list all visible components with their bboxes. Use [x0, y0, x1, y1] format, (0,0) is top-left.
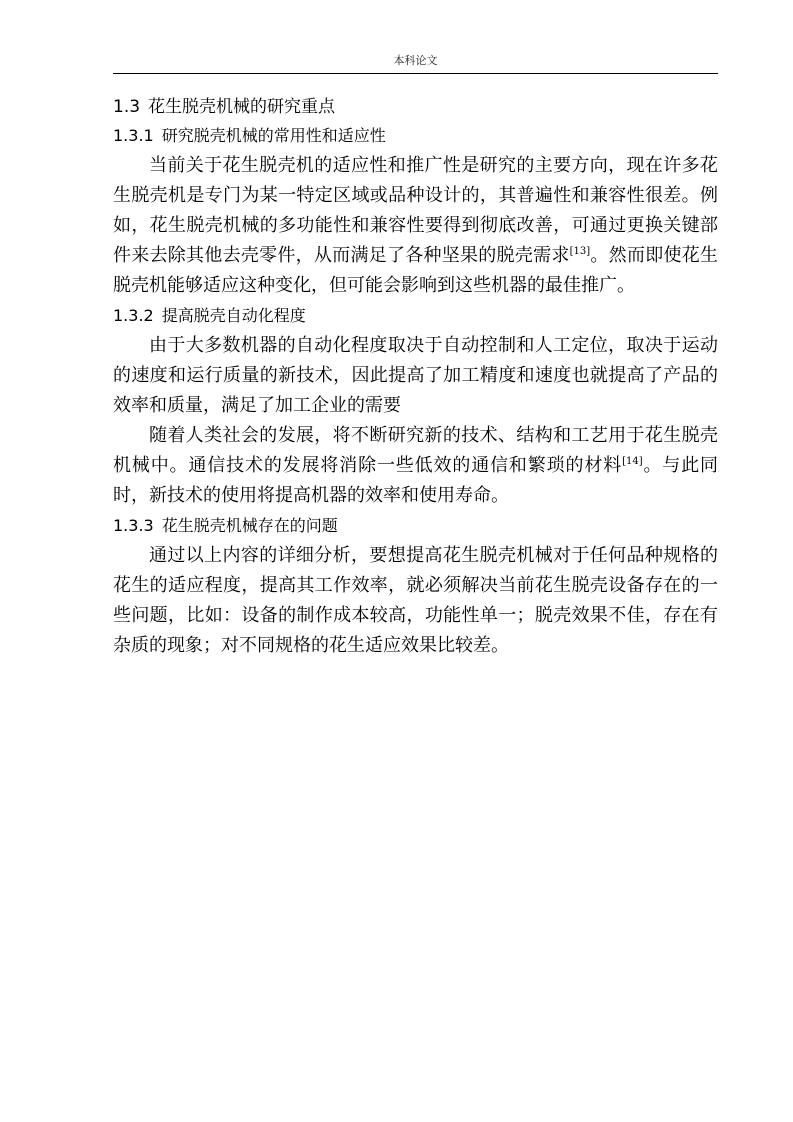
subsection-number: 1.3.3	[113, 516, 154, 535]
section-title: 花生脱壳机械的研究重点	[148, 97, 336, 117]
page-body	[113, 93, 718, 661]
subsection-number: 1.3.1	[113, 126, 154, 145]
citation-ref: [13]	[569, 246, 591, 257]
paragraph-text: 通过以上内容的详细分析，要想提高花生脱壳机械对于任何品种规格的花生的适应程度，提高其工作效率，就必须解决当前花生脱壳设备存在的一些问题，比如：设备的制作成本较高，功能性单一；脱壳效果不佳，存在有杂质的现象；对不同规格的花生适应效果比较差。	[113, 545, 718, 656]
subsection-title: 花生脱壳机械存在的问题	[161, 516, 338, 535]
subsection-number: 1.3.2	[113, 306, 154, 325]
paragraph-1-3-2-a	[113, 331, 718, 421]
subsection-heading-1-3-1	[113, 121, 718, 151]
subsection-title: 提高脱壳自动化程度	[161, 306, 306, 325]
section-number: 1.3	[113, 97, 141, 117]
subsection-heading-1-3-3	[113, 511, 718, 541]
paragraph-text: 随着人类社会的发展，将不断研究新的技术、结构和工艺用于花生脱壳机械中。通信技术的发展将消除一些低效的通信和繁琐的材料	[113, 425, 718, 476]
paragraph-1-3-2-b	[113, 421, 718, 511]
header-rule	[113, 73, 718, 74]
paragraph-1-3-1	[113, 151, 718, 301]
citation-ref: [14]	[622, 456, 643, 467]
paragraph-text: 当前关于花生脱壳机的适应性和推广性是研究的主要方向，现在许多花生脱壳机是专门为某一特定区域或品种设计的，其普遍性和兼容性很差。例如，花生脱壳机械的多功能性和兼容性要得到彻底改善，可通过更换关键部件来去除其他去壳零件，从而满足了各种坚果的脱壳需求	[113, 155, 718, 266]
paragraph-1-3-3	[113, 541, 718, 661]
section-heading	[113, 93, 718, 121]
paragraph-text: 。然而即使花生脱壳机能够适应这种变化，但可能会影响到这些机器的最佳推广。	[113, 245, 719, 296]
subsection-title: 研究脱壳机械的常用性和适应性	[161, 126, 386, 145]
running-header: 本科论文	[393, 54, 438, 67]
paragraph-text: 。与此同时，新技术的使用将提高机器的效率和使用寿命。	[113, 455, 719, 506]
paragraph-text: 由于大多数机器的自动化程度取决于自动控制和人工定位，取决于运动的速度和运行质量的新技术，因此提高了加工精度和速度也就提高了产品的效率和质量，满足了加工企业的需要	[113, 335, 718, 416]
subsection-heading-1-3-2	[113, 301, 718, 331]
